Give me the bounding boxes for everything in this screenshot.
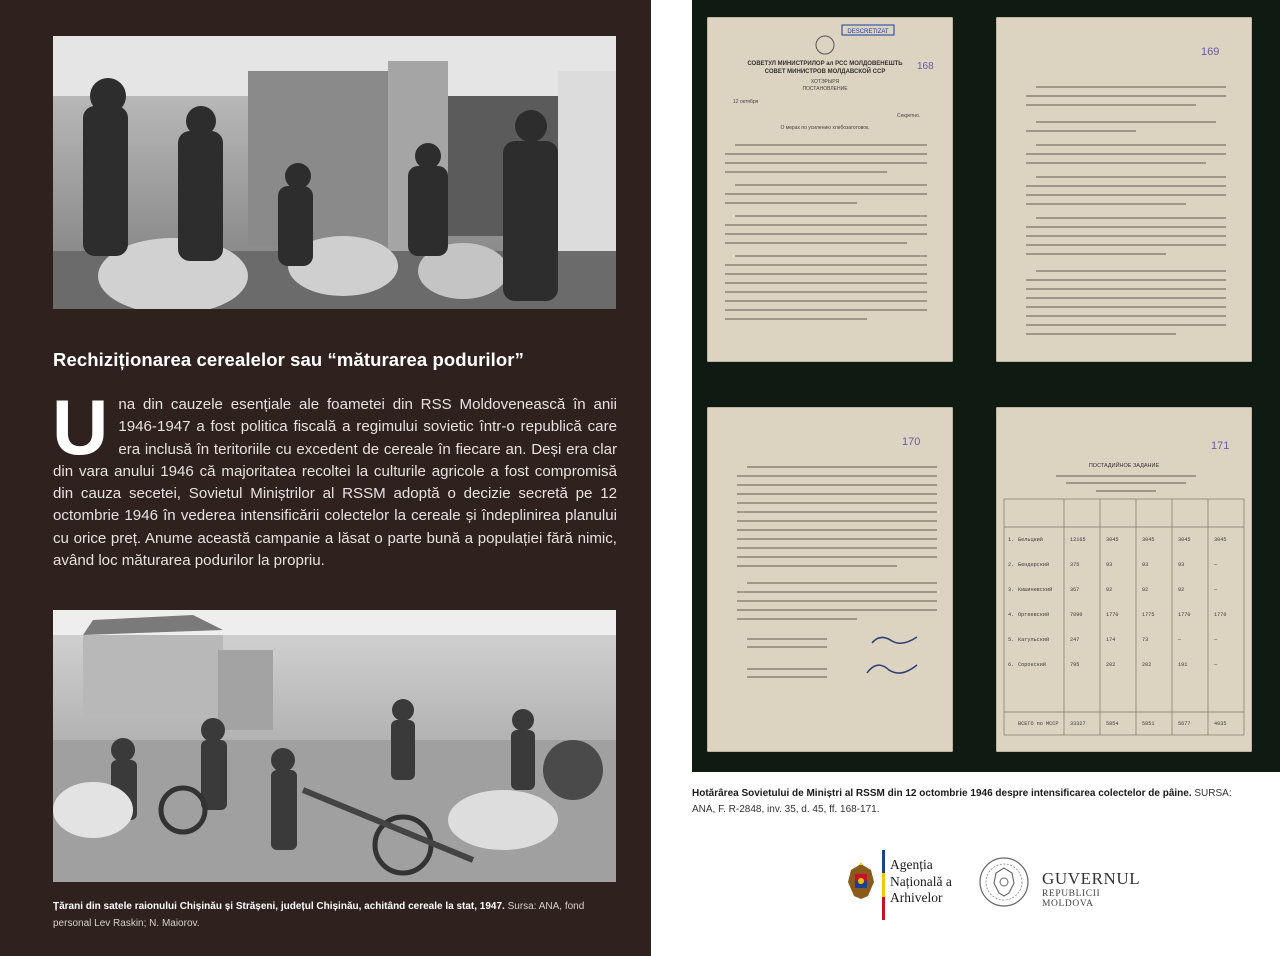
doc4-cell: 12165: [1070, 537, 1086, 543]
gov-title: GUVERNUL: [1042, 869, 1141, 888]
doc1-secret: Секретно.: [897, 113, 921, 119]
document-page-171: [996, 407, 1252, 752]
doc4-cell: —: [1214, 562, 1218, 568]
doc4-cell: —: [1178, 637, 1182, 643]
doc4-cell: Кагульский: [1018, 637, 1050, 643]
doc4-cell: 1.: [1008, 537, 1015, 543]
ana-line-1: Agenția: [890, 857, 933, 872]
doc4-cell: 33327: [1070, 721, 1086, 727]
doc1-date: 12 октября: [733, 99, 759, 105]
doc1-header-ru: СОВЕТ МИНИСТРОВ МОЛДАВСКОЙ ССР: [764, 69, 886, 75]
ana-logo-text: [890, 857, 952, 907]
doc4-cell: 93: [1106, 562, 1113, 568]
documents-caption-source: SURSA: ANA, F. R-2848, inv. 35, d. 45, ff. 168-171.: [692, 788, 1232, 815]
body-paragraph: [52, 383, 617, 572]
doc4-cell: 92: [1178, 587, 1185, 593]
gov-subtitle: REPUBLICII MOLDOVA: [1042, 889, 1101, 909]
doc4-cell: 92: [1142, 587, 1149, 593]
doc4-cell: 2.: [1008, 562, 1015, 568]
caption-left-bold: Țărani din satele raionului Chișinău și Strășeni, județul Chișinău, achitând cereale la stat, 1947.: [53, 901, 505, 912]
doc4-cell: 375: [1070, 562, 1080, 568]
document-page-170: [707, 407, 953, 752]
doc4-cell: 73: [1142, 637, 1149, 643]
doc2-page-number: 169: [1201, 46, 1220, 58]
doc4-cell: 1770: [1106, 612, 1119, 618]
doc4-cell: 92: [1106, 587, 1113, 593]
doc4-cell: 247: [1070, 637, 1080, 643]
photo-caption-left: [53, 898, 613, 932]
doc4-cell: —: [1214, 587, 1218, 593]
photo-ox-carts-village: [53, 610, 616, 882]
doc4-cell: Бельцкий: [1018, 537, 1043, 543]
caption-left-source: Sursa: ANA, fond personal Lev Raskin; N. Maiorov.: [53, 901, 585, 929]
doc4-cell: 4935: [1214, 721, 1227, 727]
doc4-cell: —: [1214, 637, 1218, 643]
doc4-cell: —: [1214, 662, 1218, 668]
tricolor-bar: [882, 850, 885, 920]
documents-caption-bold: Hotărârea Sovietului de Miniștri al RSSM din 12 octombrie 1946 despre intensificarea colectelor de pâine.: [692, 788, 1192, 799]
moldova-coat-of-arms-icon: [846, 862, 876, 900]
document-page-168: [707, 17, 953, 362]
doc4-cell: Кишиневский: [1018, 587, 1053, 593]
doc4-cell: 1775: [1142, 612, 1155, 618]
doc4-cell: 5854: [1106, 721, 1119, 727]
dropcap-letter: U: [52, 383, 109, 471]
photo-peasants-grain-sacks: [53, 36, 616, 309]
doc4-cell: 5.: [1008, 637, 1015, 643]
doc3-page-number: 170: [902, 436, 921, 448]
government-seal-icon: [978, 856, 1030, 908]
doc4-cell: 3045: [1178, 537, 1191, 543]
doc4-cell: ВСЕГО по МССР: [1018, 721, 1059, 727]
doc4-cell: 3045: [1214, 537, 1227, 543]
doc4-cell: 3045: [1106, 537, 1119, 543]
doc4-cell: Сорокский: [1018, 662, 1047, 668]
doc4-cell: 6.: [1008, 662, 1015, 668]
doc4-cell: Бендерский: [1018, 562, 1050, 568]
doc1-subject: О мерах по усилению хлебозаготовок.: [780, 125, 870, 131]
paragraph-text: na din cauzele esențiale ale foametei din RSS Moldovenească în anii 1946-1947 a fost politica fiscală a regimului sovietic într-o republică care era inclusă în teritoriile cu excedent de cereale în fiecare an. Deși era clar din vara anului 1946 că majoritatea recoltei la culturile agricole a fost compromisă din cauza secetei, Sovietul Miniștrilor al RSSM adoptă o decizie secretă pe 12 octombrie 1946 în vederea intensificării colectelor la cereale și îndeplinirea planului cu orice preț. Anume această campanie a lăsat o parte bună a populației fără nimic, având loc măturarea podurilor la propriu.: [53, 396, 617, 570]
declassified-stamp: DESCRETIZAT: [847, 29, 889, 35]
doc4-cell: 202: [1106, 662, 1116, 668]
doc4-cell: 191: [1178, 662, 1188, 668]
ana-logo: [846, 850, 968, 920]
government-logo: [978, 856, 1148, 908]
doc1-header-ro: СОВЕТУЛ МИНИСТРИЛОР ал РСС МОЛДОВЕНЕШТЬ: [747, 61, 903, 67]
doc4-title: ПОСТАДИЙНОЕ ЗАДАНИЕ: [1088, 463, 1160, 469]
doc4-cell: 1770: [1178, 612, 1191, 618]
doc4-cell: 4.: [1008, 612, 1015, 618]
doc4-cell: 1770: [1214, 612, 1227, 618]
doc4-cell: 93: [1178, 562, 1185, 568]
documents-caption: [692, 786, 1252, 818]
doc4-cell: 5677: [1178, 721, 1191, 727]
doc4-cell: 367: [1070, 587, 1080, 593]
doc4-cell: 93: [1142, 562, 1149, 568]
doc4-cell: 3045: [1142, 537, 1155, 543]
doc4-cell: 795: [1070, 662, 1080, 668]
ana-line-3: Arhivelor: [890, 890, 943, 905]
doc1-kind-ro: ХОТЭРЫРЯ: [810, 79, 840, 85]
doc4-cell: 174: [1106, 637, 1116, 643]
doc4-cell: 7090: [1070, 612, 1083, 618]
doc4-cell: 3.: [1008, 587, 1015, 593]
section-heading: Rechiziționarea cerealelor sau “măturarea podurilor”: [53, 349, 524, 370]
doc1-page-number: 168: [917, 61, 934, 72]
doc4-cell: Оргеевский: [1018, 612, 1050, 618]
document-page-169: [996, 17, 1252, 362]
documents-panel: [692, 0, 1280, 772]
doc4-page-number: 171: [1211, 440, 1230, 452]
doc1-kind-ru: ПОСТАНОВЛЕНИЕ: [802, 86, 848, 92]
doc4-cell: 5851: [1142, 721, 1155, 727]
ana-line-2: Națională a: [890, 873, 952, 889]
doc4-cell: 202: [1142, 662, 1152, 668]
